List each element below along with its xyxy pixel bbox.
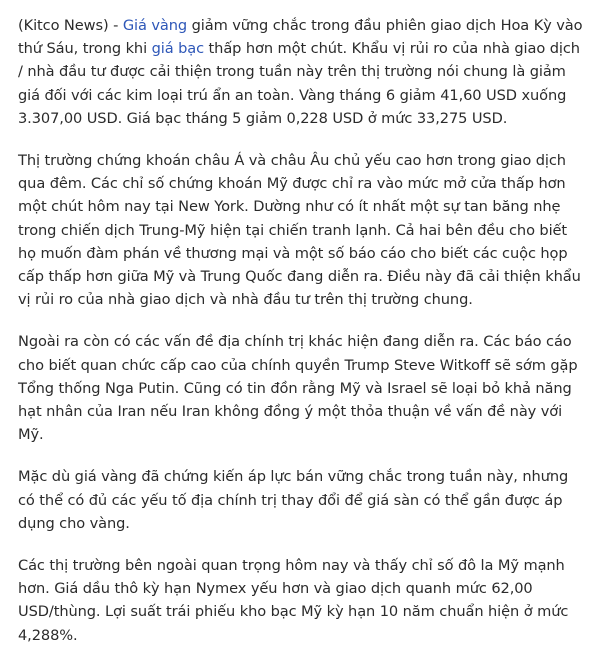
silver-price-link[interactable]: giá bạc bbox=[151, 40, 205, 58]
source-prefix: (Kitco News) - bbox=[18, 17, 123, 34]
paragraph-gold-outlook: Mặc dù giá vàng đã chứng kiến áp lực bán vững chắc trong tuần này, nhưng có thể có đủ các yếu tố địa chính trị thay đổi để giá sàn có thể gần được áp dụng cho vàng. bbox=[18, 468, 569, 532]
paragraph-text: giảm vững chắc trong đầu phiên giao dịch Hoa Kỳ vào thứ Sáu, trong khi bbox=[18, 17, 583, 58]
paragraph-stock-markets: Thị trường chứng khoán châu Á và châu Âu chủ yếu cao hơn trong giao dịch qua đêm. Các chỉ số chứng khoán Mỹ được chỉ ra vào mức mở cửa thấp hơn một chút hôm nay tại New York. Dường như có ít nhất một sự tan băng nhẹ trong chiến dịch Trung-Mỹ hiện tại chiến tranh lạnh. Cả hai bên đều cho biết họ muốn đàm phán về thương mại và một số báo cáo cho biết các cuộc họp cấp thấp hơn giữa Mỹ và Trung Quốc đang diễn ra. Điều này đã cải thiện khẩu vị rủi ro của nhà giao dịch và nhà đầu tư trên thị trường chung. bbox=[18, 152, 581, 309]
paragraph-text: thấp hơn một chút. Khẩu vị rủi ro của nhà giao dịch / nhà đầu tư được cải thiện trong tuần này trên thị trường nói chung là giảm giá đối với các kim loại trú ẩn an toàn. Vàng tháng 6 giảm 41,60 USD xuống 3.307,00 USD. Giá bạc tháng 5 giảm 0,228 USD ở mức 33,275 USD. bbox=[18, 40, 580, 127]
paragraph-geopolitics: Ngoài ra còn có các vấn đề địa chính trị khác hiện đang diễn ra. Các báo cáo cho biết quan chức cấp cao của chính quyền Trump Steve Witkoff sẽ sớm gặp Tổng thống Nga Putin. Cũng có tin đồn rằng Mỹ và Israel sẽ loại bỏ khả năng hạt nhân của Iran nếu Iran không đồng ý một thỏa thuận về vấn đề này với Mỹ. bbox=[18, 333, 578, 444]
paragraph-outside-markets: Các thị trường bên ngoài quan trọng hôm nay và thấy chỉ số đô la Mỹ mạnh hơn. Giá dầu thô kỳ hạn Nymex yếu hơn và giao dịch quanh mức 62,00 USD/thùng. Lợi suất trái phiếu kho bạc Mỹ kỳ hạn 10 năm chuẩn hiện ở mức 4,288%. bbox=[18, 557, 569, 644]
paragraph-gold-silver-prices bbox=[18, 14, 586, 130]
gold-price-link[interactable]: Giá vàng bbox=[122, 17, 188, 34]
